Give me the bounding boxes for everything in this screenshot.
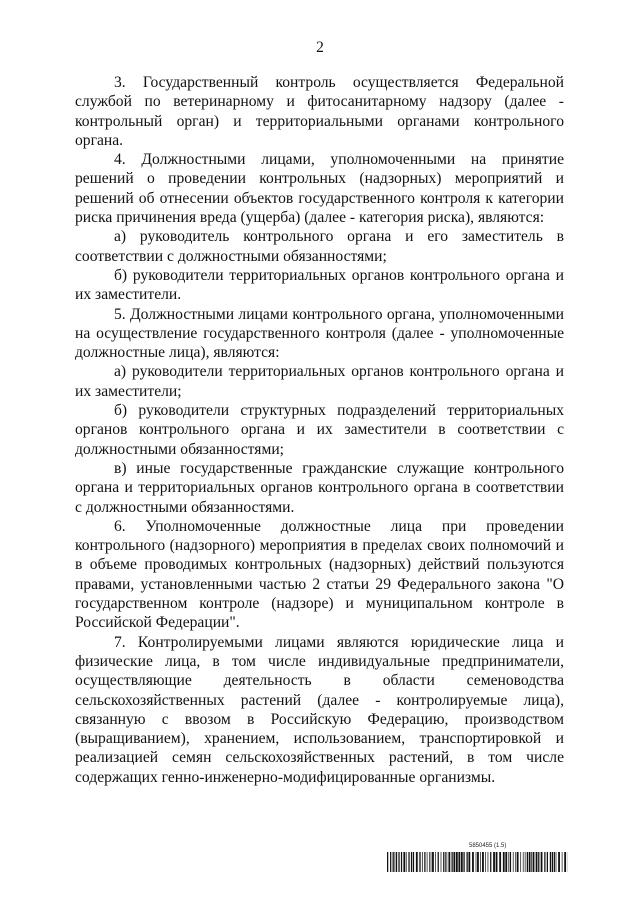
barcode-bar: [401, 852, 402, 872]
barcode-bar: [523, 852, 524, 872]
barcode-bar: [408, 852, 409, 872]
barcode-bar: [445, 852, 446, 872]
barcode-bar: [453, 852, 455, 872]
document-stamp-code: 5850455 (1.5): [469, 843, 507, 849]
barcode-bar: [496, 852, 498, 872]
barcode-bar: [467, 852, 468, 872]
barcode-bar: [432, 852, 434, 872]
barcode-bar: [505, 852, 507, 872]
barcode-bar: [406, 852, 407, 872]
barcode-bar: [424, 852, 425, 872]
barcode-bar: [468, 852, 470, 872]
paragraph-4-a: а) руководитель контрольного органа и его заместитель в соответствии с должностными обязанностями;: [75, 228, 564, 265]
barcode-bar: [533, 852, 535, 872]
paragraph-5-a: а) руководители территориальных органов контрольного органа и их заместители;: [75, 363, 564, 400]
barcode-bar: [443, 852, 444, 872]
barcode-bar: [536, 852, 538, 872]
barcode-bar: [520, 852, 521, 872]
barcode-bar: [538, 852, 539, 872]
paragraph-6: 6. Уполномоченные должностные лица при проведении контрольного (надзорного) мероприятия в пределах своих полномочий и в объеме проводимых контрольных (надзорных) действий пользуются правами, установленными частью 2 статьи 29 Федерального закона "О государственном контроле (надзоре) и муниципальном контроле в Российской Федерации".: [75, 517, 564, 632]
barcode-bar: [441, 852, 442, 872]
paragraph-3: 3. Государственный контроль осуществляется Федеральной службой по ветеринарному и фитосанитарному надзору (далее - контрольный орган) и территориальными органами контрольного органа.: [75, 74, 564, 149]
barcode-bar: [503, 852, 505, 872]
barcode-bar: [456, 852, 458, 872]
barcode-bar: [515, 852, 516, 872]
barcode-bar: [422, 852, 423, 872]
barcode-bar: [554, 852, 555, 872]
barcode-bar: [508, 852, 509, 872]
barcode-bar: [476, 852, 477, 872]
paragraph-5-c: в) иные государственные гражданские служащие контрольного органа и территориальных органов контрольного органа в соответствии с должностными обязанностями.: [75, 459, 564, 516]
barcode-bar: [419, 852, 420, 872]
paragraph-7: 7. Контролируемыми лицами являются юридические лица и физические лица, в том числе индивидуальные предприниматели, осуществляющие деятельность в области семеноводства сельскохозяйственных растений (далее - контролируемые лица), связанную с ввозом в Российскую Федерацию, производством (выращиванием), хранением, использованием, транспортировкой и реализацией семян сельскохозяйственных растений, в том числе содержащих генно-инженерно-модифицированные организмы.: [75, 633, 564, 786]
barcode-bar: [390, 852, 391, 872]
barcode-bar: [510, 852, 511, 872]
barcode-bar: [477, 852, 479, 872]
barcode-bar: [488, 852, 489, 872]
barcode-bar: [550, 852, 551, 872]
barcode-bar: [482, 852, 484, 872]
barcode-bar: [447, 852, 448, 872]
barcode-bar: [558, 852, 560, 872]
barcode-bar: [396, 852, 397, 872]
barcode-bar: [393, 852, 394, 872]
barcode-bar: [490, 852, 491, 872]
barcode-bar: [480, 852, 481, 872]
barcode-bar: [529, 852, 531, 872]
barcode-bar: [531, 852, 532, 872]
barcode-bar: [527, 852, 528, 872]
barcode-bar: [556, 852, 557, 872]
barcode-bar: [562, 852, 563, 872]
page-number: 2: [316, 39, 324, 56]
paragraph-4: 4. Должностными лицами, уполномоченными на принятие решений о проведении контрольных (надзорных) мероприятий и решений об отнесении объектов государственного контроля к категории риска причинения вреда (ущерба) (далее - категория риска), являются:: [75, 151, 564, 227]
barcode-bar: [403, 852, 405, 872]
paragraph-5-b: б) руководители структурных подразделений территориальных органов контрольного органа и их заместители в соответствии с должностными обязанностями;: [75, 402, 564, 458]
barcode-icon: [387, 852, 568, 872]
barcode-bar: [395, 852, 396, 872]
barcode-bar: [448, 852, 450, 872]
paragraph-5: 5. Должностными лицами контрольного органа, уполномоченными на осуществление государственного контроля (далее - уполномоченные должностные лица), являются:: [75, 305, 564, 362]
barcode-bar: [517, 852, 519, 872]
barcode-bar: [463, 852, 464, 872]
barcode-bar: [525, 852, 526, 872]
barcode-bar: [552, 852, 553, 872]
barcode-bar: [458, 852, 460, 872]
barcode-bar: [411, 852, 412, 872]
barcode-bar: [452, 852, 453, 872]
document-body: [75, 73, 564, 787]
barcode-bar: [564, 852, 566, 872]
barcode-bar: [544, 852, 545, 872]
barcode-bar: [435, 852, 436, 872]
barcode-bar: [485, 852, 486, 872]
paragraph-4-b: б) руководители территориальных органов контрольного органа и их заместители.: [75, 266, 564, 304]
barcode-bar: [513, 852, 514, 872]
barcode-bar: [427, 852, 428, 872]
barcode-bar: [541, 852, 543, 872]
barcode-bar: [398, 852, 399, 872]
barcode-bar: [472, 852, 474, 872]
barcode-bar: [387, 852, 388, 872]
barcode-bar: [431, 852, 432, 872]
barcode-bar: [493, 852, 495, 872]
barcode-bar: [547, 852, 548, 872]
barcode-bar: [413, 852, 414, 872]
barcode-bar: [416, 852, 418, 872]
barcode-bar: [420, 852, 421, 872]
barcode-bar: [461, 852, 463, 872]
barcode-bar: [499, 852, 501, 872]
barcode-bar: [438, 852, 439, 872]
barcode-bar: [429, 852, 430, 872]
